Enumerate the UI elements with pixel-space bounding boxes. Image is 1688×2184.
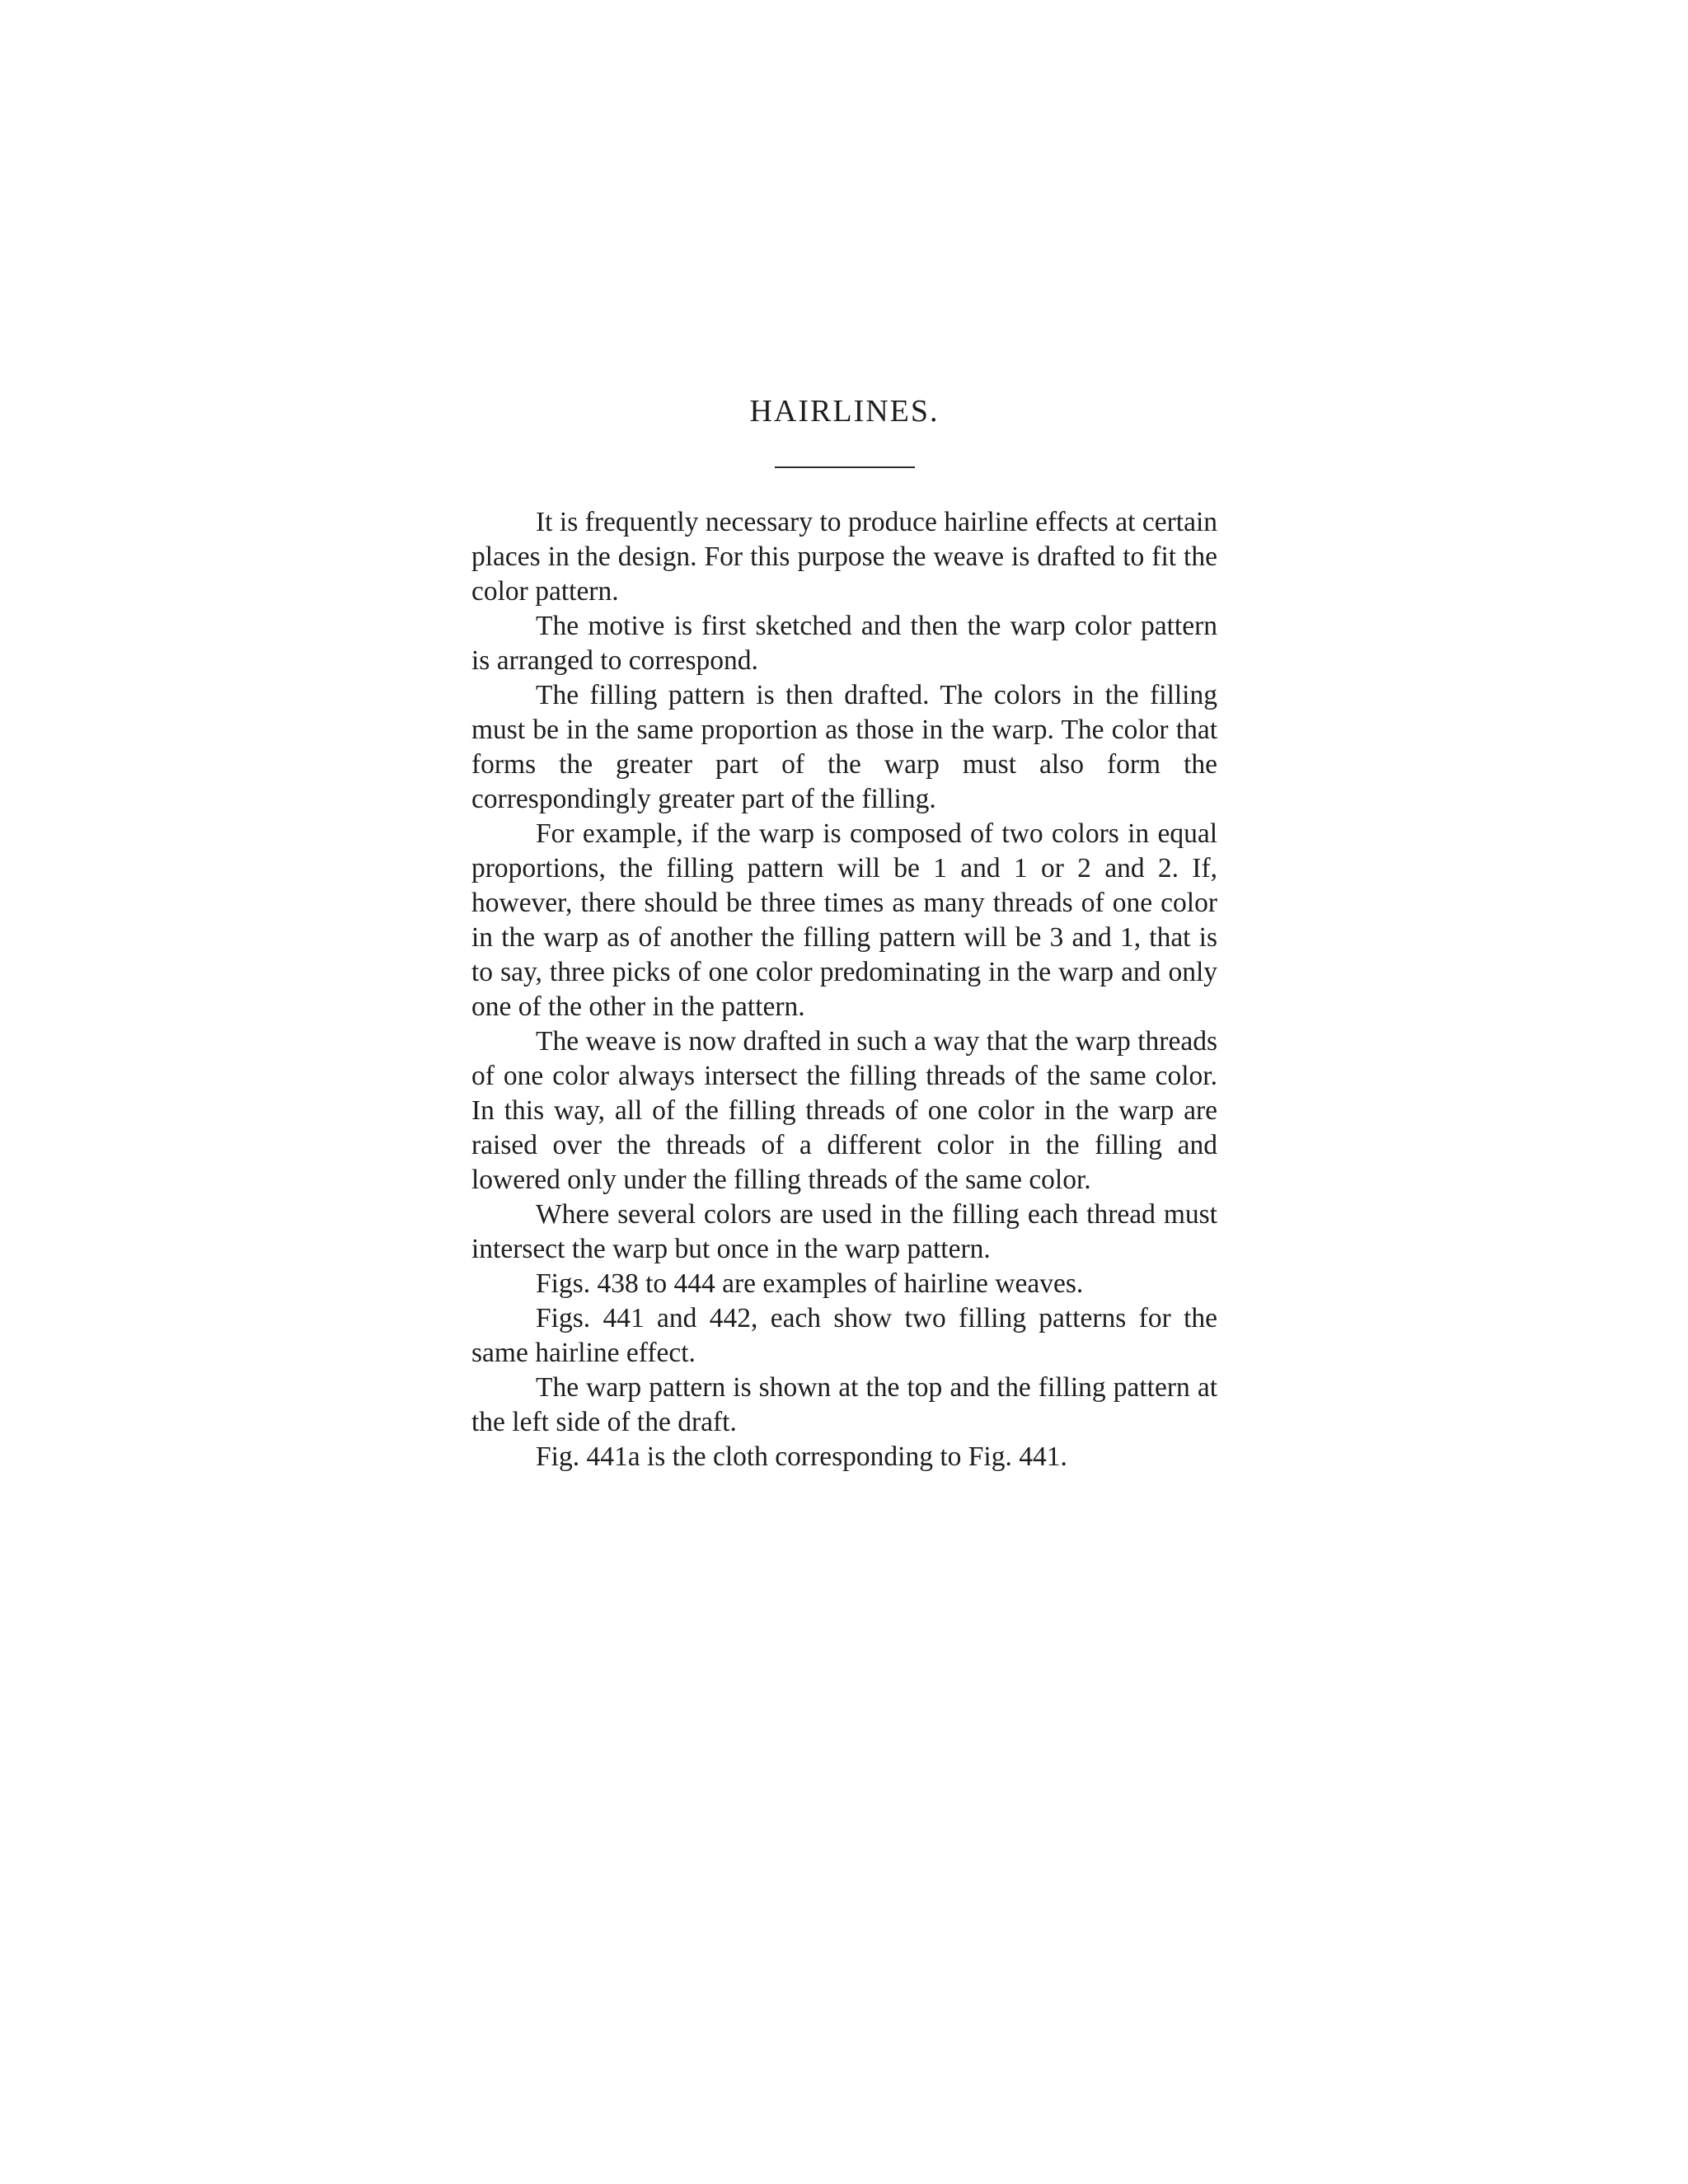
paragraph-5: The weave is now drafted in such a way that the warp threads of one color always intersect the filling threads of the same color. In this way, all of the filling threads of one color in the warp are raised over the threads of a different color in the filling and lowered only under the filling threads of the same color.	[471, 1026, 1217, 1195]
page-title: HAIRLINES.	[749, 394, 940, 429]
paragraph-4: For example, if the warp is composed of two colors in equal proportions, the filling pattern will be 1 and 1 or 2 and 2. If, however, there should be three times as many threads of one color in the warp as of another the filling pattern will be 3 and 1, that is to say, three picks of one color predominating in the warp and only one of the other in the pattern.	[471, 818, 1217, 1022]
page-content	[471, 396, 1217, 1474]
paragraph-1: It is frequently necessary to produce hairline effects at certain places in the design. For this purpose the weave is drafted to fit the color pattern.	[471, 507, 1217, 607]
body-text	[471, 505, 1217, 1474]
paragraph-6: Where several colors are used in the filling each thread must intersect the warp but once in the warp pattern.	[471, 1199, 1217, 1264]
paragraph-8: Figs. 441 and 442, each show two filling patterns for the same hairline effect.	[471, 1303, 1217, 1368]
paragraph-2: The motive is first sketched and then the warp color pattern is arranged to correspond.	[471, 611, 1217, 676]
title-rule	[775, 466, 915, 468]
paragraph-9: The warp pattern is shown at the top and the filling pattern at the left side of the draft.	[471, 1372, 1217, 1437]
paragraph-3: The filling pattern is then drafted. The colors in the filling must be in the same proportion as those in the warp. The color that forms the greater part of the warp must also form the correspondingly greater part of the filling.	[471, 680, 1217, 814]
paragraph-10: Fig. 441a is the cloth corresponding to Fig. 441.	[536, 1441, 1067, 1472]
paragraph-7: Figs. 438 to 444 are examples of hairline weaves.	[536, 1268, 1084, 1299]
